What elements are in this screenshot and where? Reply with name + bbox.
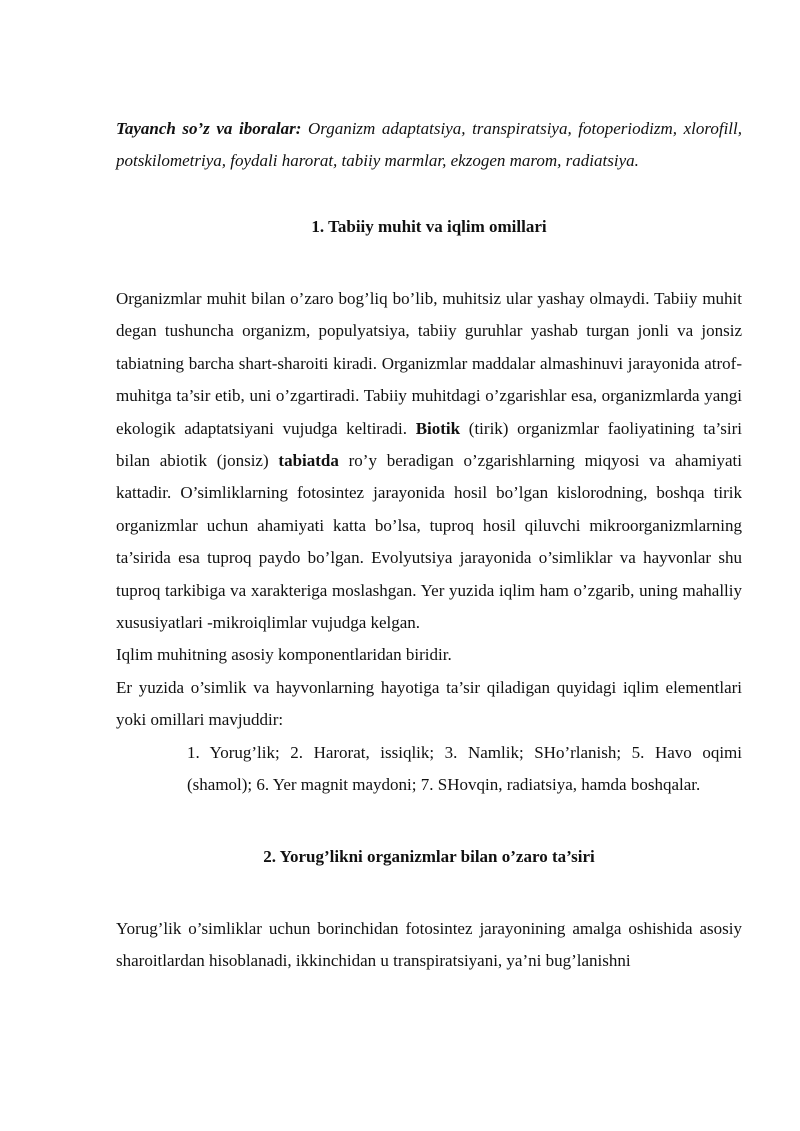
section-1-title: 1. Tabiiy muhit va iqlim omillari (311, 217, 547, 236)
climate-factors-list: 1. Yorug’lik; 2. Harorat, issiqlik; 3. Namlik; SHo’rlanish; 5. Havo oqimi (shamol); 6. Yer magnit maydoni; 7. SHovqin, radiatsiya, hamda boshqalar. (187, 742, 742, 795)
section-1-paragraph-3: Er yuzida o’simlik va hayvonlarning hayotiga ta’sir qiladigan quyidagi iqlim elementlari yoki omillari mavjuddir: (116, 677, 742, 730)
term-biotik: Biotik (415, 418, 461, 438)
keywords-text: Organizm adaptatsiya, transpiratsiya, fotoperiodizm, xlorofill, potskilometriya, foydali harorat, tabiiy marmlar, ekzogen marom, radiatsiya. (116, 119, 742, 170)
section-1-paragraph-1 (116, 283, 742, 639)
section-2-paragraph-1: Yorug’lik o’simliklar uchun borinchidan fotosintez jarayonining amalga oshishida asosiy sharoitlardan hisoblanadi, ikkinchidan u transpiratsiyani, ya’ni bug’lanishni (116, 918, 742, 970)
document-page (116, 113, 742, 977)
section-1-text-a: Organizmlar muhit bilan o’zaro bog’liq bo’lib, muhitsiz ular yashay olmaydi. Tabiiy muhit degan tushuncha organizm, populyatsiya, tabiiy guruhlar yashab turgan jonli va jonsiz tabiatning barcha shart-sharoiti kiradi. Organizmlar maddalar almashinuvi jarayonida atrof-muhitga ta’sir etib, uni o’zgartiradi. Tabiiy muhitdagi o’zgarishlar esa, organizmlarda yangi ekologik adaptatsiyani vujudga keltiradi. (116, 289, 742, 438)
section-2-title: 2. Yorug’likni organizmlar bilan o’zaro ta’siri (263, 846, 595, 866)
section-1-text-c: ro’y beradigan o’zgarishlarning miqyosi va ahamiyati kattadir. O’simliklarning fotosintez jarayonida hosil bo’lgan kislorodning, boshqa tirik organizmlar uchun ahamiyati katta bo’lsa, tuproq hosil qiluvchi mikroorganizmlarning ta’sirida esa tuproq paydo bo’lgan. Evolyutsiya jarayonida o’simliklar va hayvonlar shu tuproq tarkibiga va xarakteriga moslashgan. Yer yuzida iqlim ham o’zgarib, uning mahalliy xususiyatlari -mikroiqlimlar vujudga kelgan. (116, 451, 743, 633)
keywords-paragraph (116, 113, 742, 176)
section-1-text-b: (tirik) organizmlar faoliyatining ta’siri bilan abiotik (jonsiz) (116, 418, 742, 471)
section-1-paragraph-2: Iqlim muhitning asosiy komponentlaridan biridir. (116, 645, 452, 665)
keywords-label: Tayanch so’z va iboralar: (116, 119, 302, 138)
term-tabiatda: tabiatda (278, 451, 339, 471)
